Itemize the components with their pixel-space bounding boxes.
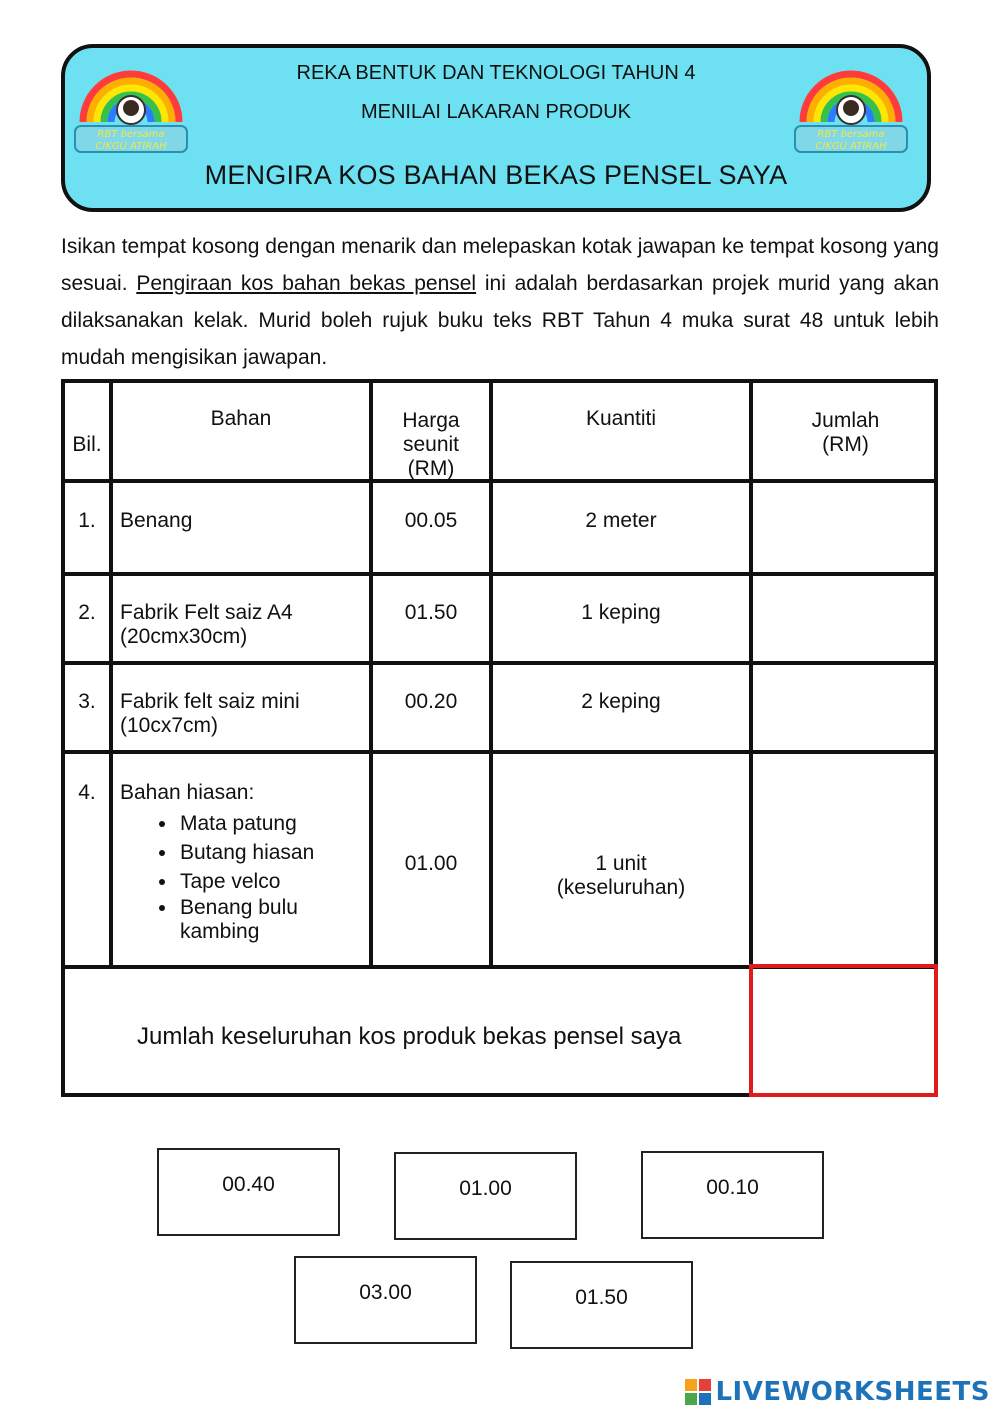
answer-chip[interactable]: 01.50 (510, 1261, 693, 1349)
total-answer-dropzone[interactable] (749, 964, 938, 1097)
row3-kuantiti: 2 keping (581, 690, 661, 713)
row4-bil: 4. (78, 781, 96, 804)
row2-harga: 01.50 (404, 601, 458, 624)
header-banner (61, 44, 931, 212)
row1-kuantiti: 2 meter (585, 509, 657, 532)
svg-text:RBT bersama: RBT bersama (817, 129, 885, 140)
row2-bil: 2. (78, 601, 96, 624)
header-bil: Bil. (72, 433, 102, 456)
decoration-list (120, 809, 365, 944)
header-jumlah: Jumlah (RM) (811, 409, 880, 456)
row3-bahan: Fabrik felt saiz mini (10cx7cm) (120, 690, 300, 737)
page-title: MENGIRA KOS BAHAN BEKAS PENSEL SAYA (204, 160, 788, 190)
row1-harga: 00.05 (404, 509, 458, 532)
instructions: Isikan tempat kosong dengan menarik dan melepaskan kotak jawapan ke tempat kosong yang sesuai. Pengiraan kos bahan bekas pensel ini adalah berdasarkan projek murid yang akan dilaksanakan kelak. Murid boleh rujuk buku teks RBT Tahun 4 muka surat 48 untuk lebih mudah mengisikan jawapan. (61, 235, 940, 369)
list-item: • Butang hiasan (178, 838, 365, 867)
row1-bil: 1. (78, 509, 96, 532)
header-harga: Harga seunit (RM) (402, 409, 460, 480)
row1-jumlah-dropzone[interactable] (753, 576, 938, 661)
row3-bil: 3. (78, 690, 96, 713)
row1-bahan: Benang (120, 509, 193, 532)
list-item: • Tape velco (178, 867, 365, 896)
svg-text:RBT bersama: RBT bersama (97, 129, 165, 140)
total-label: Jumlah keseluruhan kos produk bekas pensel saya (137, 1023, 682, 1050)
logo-icon (789, 60, 913, 156)
answer-chip[interactable]: 03.00 (294, 1256, 477, 1344)
header-kuantiti: Kuantiti (585, 407, 657, 430)
row4-kuantiti: 1 unit (keseluruhan) (556, 852, 686, 899)
row2-bahan: Fabrik Felt saiz A4 (20cmx30cm) (120, 601, 293, 648)
answer-chip[interactable]: 00.40 (157, 1148, 340, 1236)
list-item: • Benang bulu kambing (178, 896, 365, 944)
answer-chip[interactable]: 01.00 (394, 1152, 577, 1240)
header-bahan: Bahan (210, 407, 272, 430)
svg-text:CIKGU ATIRAH: CIKGU ATIRAH (815, 141, 887, 152)
row2-kuantiti: 1 keping (581, 601, 661, 624)
list-item: • Mata patung (178, 809, 365, 838)
topic-title: MENILAI LAKARAN PRODUK (360, 101, 632, 123)
brand-footer (685, 1377, 990, 1407)
svg-text:CIKGU ATIRAH: CIKGU ATIRAH (95, 141, 167, 152)
row4-bahan: Bahan hiasan: • Mata patung • Butang hiasan • Tape velco • Benang bulu kambing (120, 781, 365, 944)
subject-title: REKA BENTUK DAN TEKNOLOGI TAHUN 4 (296, 62, 696, 84)
row4-harga: 01.00 (404, 852, 458, 875)
liveworksheets-logo-icon (685, 1379, 711, 1405)
brand-name: LIVEWORKSHEETS (715, 1377, 990, 1407)
row3-harga: 00.20 (404, 690, 458, 713)
instructions-underlined: Pengiraan kos bahan bekas pensel (136, 272, 477, 295)
answer-chip[interactable]: 00.10 (641, 1151, 824, 1239)
